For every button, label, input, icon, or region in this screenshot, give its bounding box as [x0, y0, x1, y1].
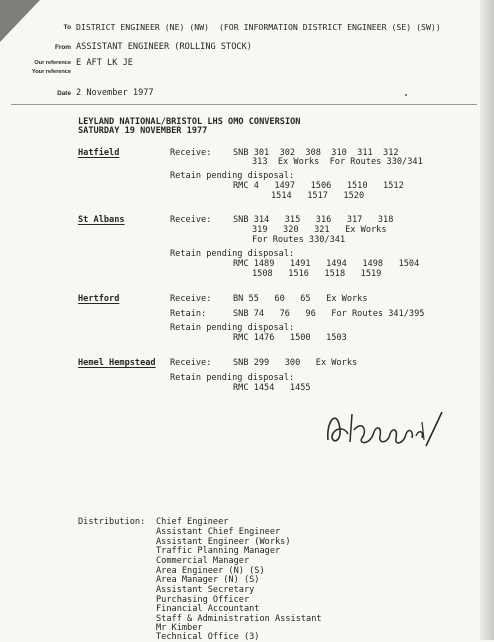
subject-line-2: SATURDAY 19 NOVEMBER 1977 — [78, 126, 208, 136]
distribution-item: Assistant Secretary — [156, 585, 255, 595]
folded-corner — [0, 0, 40, 42]
distribution-label: Distribution: — [78, 517, 146, 527]
vehicle-line: 319 320 321 Ex Works — [252, 225, 387, 235]
location-hatfield: Hatfield — [78, 148, 120, 158]
vehicle-line: SNB 301 302 308 310 311 312 — [233, 148, 399, 158]
location-st-albans: St Albans — [78, 215, 125, 225]
vehicle-line: 1514 1517 1520 — [271, 191, 365, 201]
vehicle-line: SNB 314 315 316 317 318 — [233, 215, 394, 225]
receive-label: Receive: — [170, 294, 212, 304]
vehicle-line: RMC 1476 1500 1503 — [233, 333, 347, 343]
date-label: Date — [57, 90, 71, 97]
distribution-item: Area Engineer (N) (S) — [156, 566, 265, 576]
location-hemel-hempstead: Hemel Hempstead — [78, 358, 156, 368]
receive-label: Receive: — [170, 215, 212, 225]
distribution-item: Commercial Manager — [156, 556, 250, 566]
retain-pending-label: Retain pending disposal: — [170, 323, 295, 333]
vehicle-line: RMC 1454 1455 — [233, 383, 311, 393]
vehicle-line: SNB 74 76 96 For Routes 341/395 — [233, 309, 425, 319]
vehicle-line: RMC 1489 1491 1494 1498 1504 — [233, 259, 420, 269]
receive-label: Receive: — [170, 148, 212, 158]
distribution-item: Traffic Planning Manager — [156, 546, 281, 556]
vehicle-line: For Routes 330/341 — [252, 235, 346, 245]
handwritten-signature — [318, 400, 448, 460]
from-value: ASSISTANT ENGINEER (ROLLING STOCK) — [76, 42, 252, 52]
date-value: 2 November 1977 — [76, 88, 154, 98]
distribution-item: Mr Kimber — [156, 623, 203, 633]
retain-label: Retain: — [170, 309, 207, 319]
page-edge-shadow — [480, 0, 494, 640]
our-reference-value: E AFT LK JE — [76, 58, 133, 68]
vehicle-line: BN 55 60 65 Ex Works — [233, 294, 368, 304]
distribution-item: Technical Office (3) — [156, 632, 260, 642]
distribution-item: Assistant Chief Engineer — [156, 527, 281, 537]
distribution-item: Financial Accountant — [156, 604, 260, 614]
vehicle-line: RMC 4 1497 1506 1510 1512 — [233, 181, 404, 191]
subject-line-1: LEYLAND NATIONAL/BRISTOL LHS OMO CONVERSION — [78, 117, 301, 127]
distribution-item: Assistant Engineer (Works) — [156, 537, 291, 547]
distribution-item: Chief Engineer — [156, 517, 229, 527]
punch-mark — [405, 94, 407, 96]
retain-pending-label: Retain pending disposal: — [170, 249, 295, 259]
from-label: From — [55, 44, 71, 51]
to-label: To — [63, 24, 71, 31]
vehicle-line: 1508 1516 1518 1519 — [252, 269, 382, 279]
vehicle-line: SNB 299 300 Ex Works — [233, 358, 358, 368]
distribution-item: Purchasing Officer — [156, 595, 250, 605]
your-reference-label: Your reference — [31, 69, 71, 75]
location-hertford: Hertford — [78, 294, 120, 304]
our-reference-label: Our reference — [34, 60, 71, 66]
distribution-item: Area Manager (N) (S) — [156, 575, 260, 585]
header-rule — [11, 104, 477, 105]
distribution-item: Staff & Administration Assistant — [156, 614, 322, 624]
vehicle-line: 313 Ex Works For Routes 330/341 — [252, 157, 423, 167]
to-value: DISTRICT ENGINEER (NE) (NW) (FOR INFORMATION DISTRICT ENGINEER (SE) (SW)) — [76, 22, 441, 32]
receive-label: Receive: — [170, 358, 212, 368]
retain-pending-label: Retain pending disposal: — [170, 373, 295, 383]
retain-pending-label: Retain pending disposal: — [170, 171, 295, 181]
